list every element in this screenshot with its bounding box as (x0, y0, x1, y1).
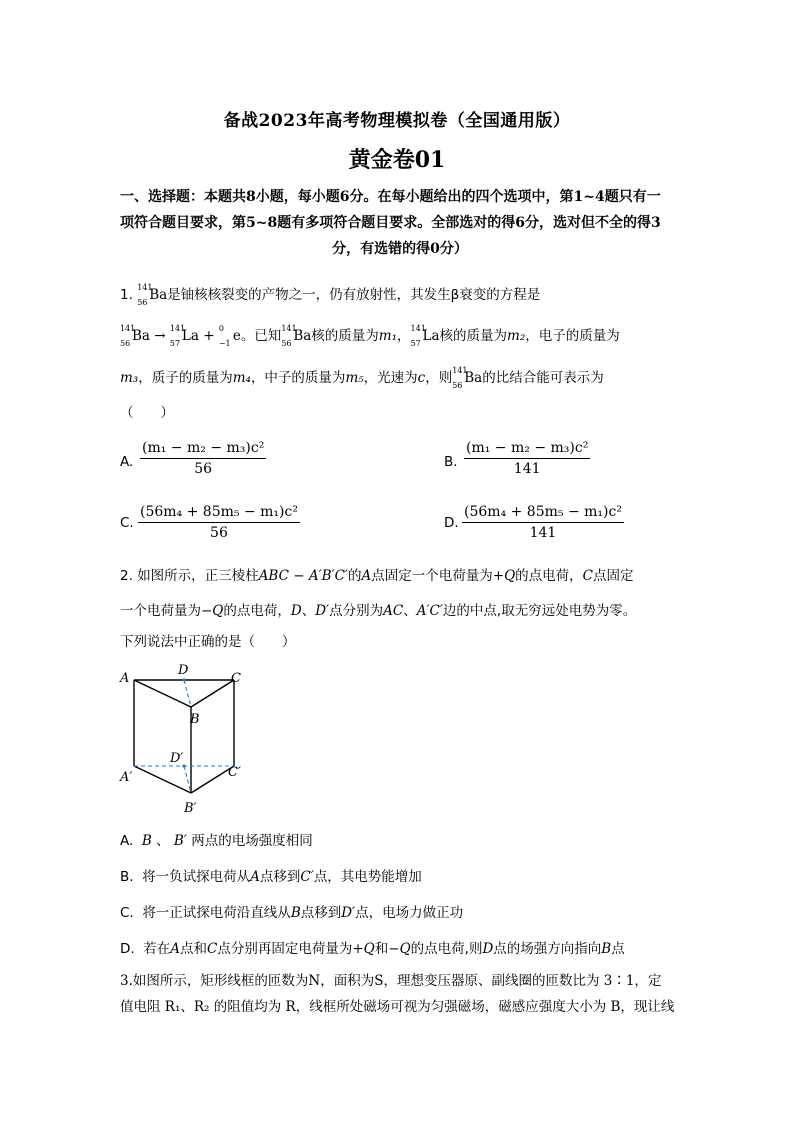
point-label: D′ (315, 603, 330, 619)
fraction-numerator: (m₁ − m₂ − m₃)c² (464, 440, 590, 459)
point-label: D (290, 603, 302, 619)
fraction-numerator: (56m₄ + 85m₅ − m₁)c² (138, 504, 300, 523)
option-label-a[interactable]: A. (120, 454, 134, 470)
option-label-b[interactable]: B. (444, 454, 458, 470)
q2-option-a[interactable]: A. B 、 B′ 两点的电场强度相同 (120, 833, 313, 849)
question-text: ，则 (425, 370, 453, 386)
question-text: ，质子的质量为 (138, 370, 233, 386)
q2-option-d[interactable]: D. 若在A点和C点分别再固定电荷量为+Q和−Q的点电荷,则D点的场强方向指向B点 (120, 941, 625, 957)
option-label: D. (120, 941, 135, 957)
var-m4: m₄ (232, 370, 251, 386)
section-line-3: 分，有选错的得0分） (332, 241, 468, 257)
question-text: ， (397, 328, 411, 344)
option-c-formula (138, 504, 300, 541)
question-text: 边的中点,取无穷远处电势为零。 (442, 603, 637, 619)
var-c: c (417, 370, 426, 386)
question-text: 是铀核核裂变的产物之一，仍有放射性，其发生β衰变的方程是 (167, 287, 541, 303)
var-m5: m₅ (345, 370, 364, 386)
arrow-symbol: → (154, 328, 166, 344)
nuclide-ba: 141 56 Ba (452, 366, 483, 390)
question-number: 1. (120, 287, 133, 303)
question-text: ，电子的质量为 (525, 328, 620, 344)
separator: 、 (403, 603, 417, 619)
edge-label: A′C′ (416, 603, 443, 619)
question-text: 的点电荷， (515, 568, 583, 584)
nuclide-ba: 141 56 Ba (137, 283, 168, 307)
var-m2: m₂ (507, 328, 526, 344)
plus-symbol: + (203, 328, 215, 344)
nuclide-la: 141 57 La (169, 324, 199, 348)
q2-option-c[interactable]: C. 将一正试探电荷沿直线从B点移到D′点，电场力做正功 (120, 905, 464, 921)
section-line-1: 一、选择题：本题共8小题，每小题6分。在每小题给出的四个选项中，第1~4题只有一 (120, 189, 661, 205)
option-label: A. (120, 833, 134, 849)
option-a-formula (140, 440, 266, 477)
question-text: 如图所示，正三棱柱 (137, 568, 259, 584)
label-a: A (120, 671, 130, 686)
q2-option-b[interactable]: B. 将一负试探电荷从A点移到C′点，其电势能增加 (120, 869, 422, 885)
option-label: C. (120, 905, 134, 921)
charge-label: +Q (492, 568, 516, 584)
question-text: ，光速为 (363, 370, 418, 386)
question-3-line-2: 值电阻 R₁、R₂ 的阻值均为 R，线框所处磁场可视为匀强磁场，磁感应强度大小为 B，现让线 (120, 999, 675, 1015)
question-text: 核的质量为 (311, 328, 379, 344)
prism-diagram (116, 660, 276, 820)
fraction-numerator: (56m₄ + 85m₅ − m₁)c² (462, 504, 624, 523)
question-2-line-3: 下列说法中正确的是（ ） (120, 634, 296, 650)
point-label: C (582, 568, 594, 584)
question-1-line-1 (120, 285, 680, 305)
question-2-line-1 (120, 566, 680, 586)
question-text: 。已知 (240, 328, 282, 344)
fraction-denominator: 56 (210, 525, 228, 541)
nuclide-ba: 141 56 Ba (120, 324, 150, 348)
question-text: 点固定 (593, 568, 634, 584)
fraction-denominator: 56 (194, 461, 213, 477)
fraction-numerator: (m₁ − m₂ − m₃)c² (140, 440, 266, 459)
nuclide-ba: 141 56 Ba (281, 324, 312, 348)
nuclide-la: 141 57 La (410, 324, 440, 348)
answer-paren: （ ） (120, 405, 174, 421)
question-3 (120, 968, 680, 1020)
label-b-prime: B′ (184, 801, 197, 816)
label-d-prime: D′ (170, 751, 184, 766)
var-m3: m₃ (120, 370, 139, 386)
question-text: 一个电荷量为 (120, 603, 201, 619)
option-label: B. (120, 869, 134, 885)
label-d: D (178, 663, 189, 678)
section-line-2: 项符合题目要求，第5~8题有多项符合题目要求。全部选对的得6分，选对但不全的得3 (120, 215, 661, 231)
question-text: 的 (348, 568, 362, 584)
question-text: 点固定一个电荷量为 (371, 568, 493, 584)
section-instructions (120, 184, 680, 262)
var-m1: m₁ (378, 328, 398, 344)
prism-label: ABC − A′B′C′ (258, 568, 349, 584)
label-a-prime: A′ (120, 770, 133, 785)
question-text: 的比结合能可表示为 (482, 370, 604, 386)
label-b: B (190, 712, 200, 727)
option-b-formula (464, 440, 590, 477)
option-label-c[interactable]: C. (120, 515, 134, 531)
point-label: A (361, 568, 372, 584)
option-label-d[interactable]: D. (444, 515, 459, 531)
question-1-line-2 (120, 326, 680, 346)
question-3-line-1: 3.如图所示，矩形线框的匝数为N，面积为S，理想变压器原、副线圈的匝数比为 3∶1，定 (120, 973, 662, 989)
fraction-denominator: 141 (513, 461, 541, 477)
paper-subtitle: 黄金卷01 (348, 147, 446, 173)
charge-label: −Q (201, 603, 224, 619)
question-2-line-2 (120, 601, 680, 621)
question-text: 核的质量为 (439, 328, 508, 344)
fraction-denominator: 141 (529, 525, 557, 541)
question-text: ，中子的质量为 (250, 370, 346, 386)
option-d-formula (462, 504, 624, 541)
label-c-prime: C′ (228, 765, 241, 780)
question-text: 点分别为 (329, 603, 384, 619)
question-number: 2. (120, 568, 133, 584)
label-c: C (231, 671, 241, 686)
separator: 、 (301, 603, 316, 619)
question-text: 的点电荷， (223, 603, 291, 619)
question-1-line-3 (120, 368, 680, 388)
nuclide-electron: 0 −1 e (218, 324, 241, 348)
paper-title: 备战2023年高考物理模拟卷（全国通用版） (223, 111, 571, 131)
edge-label: AC (383, 603, 404, 619)
